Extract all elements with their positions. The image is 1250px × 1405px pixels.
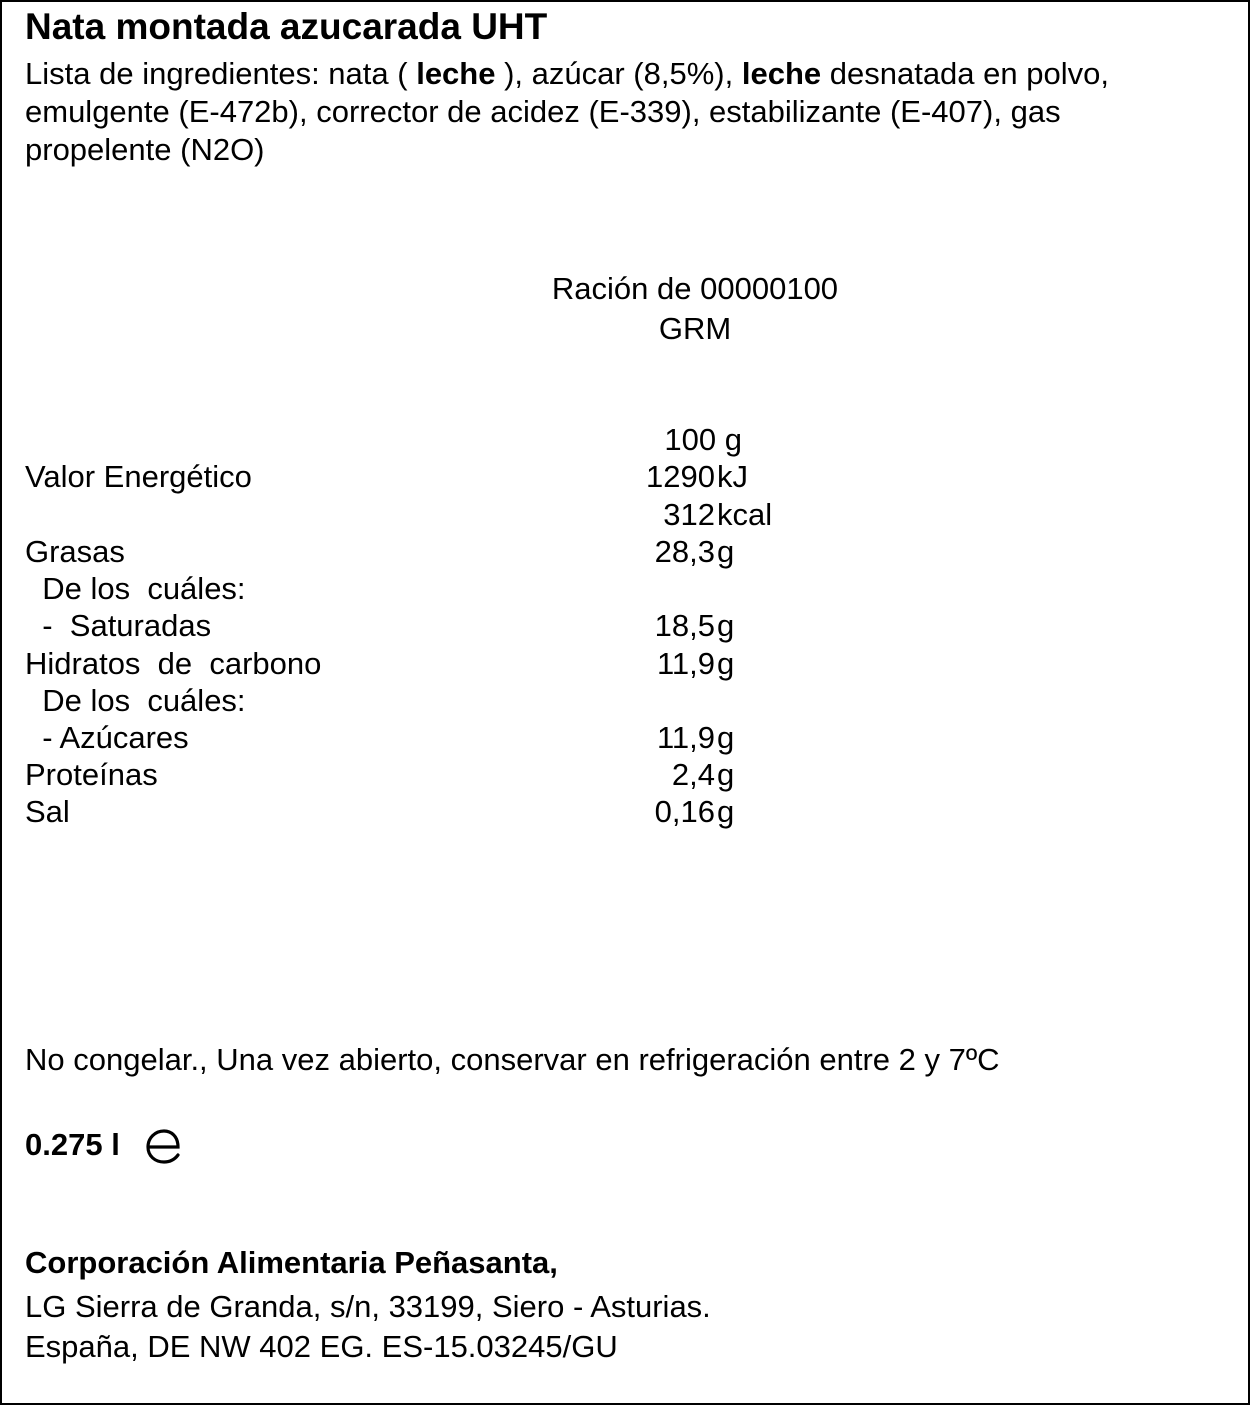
nutrient-row-unit: g [717, 608, 735, 643]
ingredients-middle: ), azúcar (8,5%), [495, 56, 742, 91]
company-address-line1: LG Sierra de Granda, s/n, 33199, Siero - Asturias. [25, 1289, 711, 1324]
nutrient-row-label: Sal [25, 794, 70, 829]
ingredients-list [25, 55, 1215, 169]
net-volume: 0.275 l [25, 1127, 120, 1162]
ingredients-prefix: Lista de ingredientes: nata ( [25, 56, 417, 91]
serving-size-line1: Ración de 00000100 [551, 271, 839, 306]
nutrient-row-label: Grasas [25, 534, 125, 569]
ingredients-suffix: desnatada en polvo, emulgente (E-472b), corrector de acidez (E-339), estabilizante (E-407), gas propelente (N2O) [25, 56, 1109, 167]
serving-size-line2: GRM [658, 311, 732, 346]
energy-kcal-value: 312 [663, 497, 715, 532]
nutrient-row-label: - Saturadas [25, 608, 212, 643]
nutrient-row-unit: g [717, 757, 735, 792]
storage-instructions: No congelar., Una vez abierto, conservar en refrigeración entre 2 y 7ºC [25, 1042, 1000, 1077]
company-name: Corporación Alimentaria Peñasanta, [25, 1245, 558, 1280]
nutrient-row-unit: g [717, 720, 735, 755]
energy-kj-unit: kJ [717, 459, 748, 494]
nutrient-row-value: 18,5 [654, 608, 715, 643]
company-address-line2: España, DE NW 402 EG. ES-15.03245/GU [25, 1329, 618, 1364]
nutrition-column-header: 100 g [664, 422, 742, 457]
energy-label: Valor Energético [25, 459, 252, 494]
nutrient-row-label: - Azúcares [25, 720, 189, 755]
estimated-sign-icon [143, 1126, 185, 1166]
allergen-leche-2: leche [741, 56, 822, 91]
nutrient-row-value: 11,9 [656, 646, 715, 681]
nutrient-row-label: Proteínas [25, 757, 158, 792]
nutrient-row-value: 11,9 [656, 720, 715, 755]
nutrient-row-unit: g [717, 794, 735, 829]
nutrient-row-value: 28,3 [654, 534, 715, 569]
nutrient-row-label: Hidratos de carbono [25, 646, 322, 681]
nutrient-row-label: De los cuáles: [25, 683, 246, 718]
nutrient-row-value: 2,4 [671, 757, 715, 792]
energy-kj-value: 1290 [646, 459, 715, 494]
nutrient-row-label: De los cuáles: [25, 571, 246, 606]
allergen-leche-1: leche [416, 56, 496, 91]
product-title: Nata montada azucarada UHT [25, 6, 548, 47]
nutrient-row-value: 0,16 [654, 794, 715, 829]
nutrient-row-unit: g [717, 646, 735, 681]
energy-kcal-unit: kcal [717, 497, 773, 532]
nutrient-row-unit: g [717, 534, 735, 569]
